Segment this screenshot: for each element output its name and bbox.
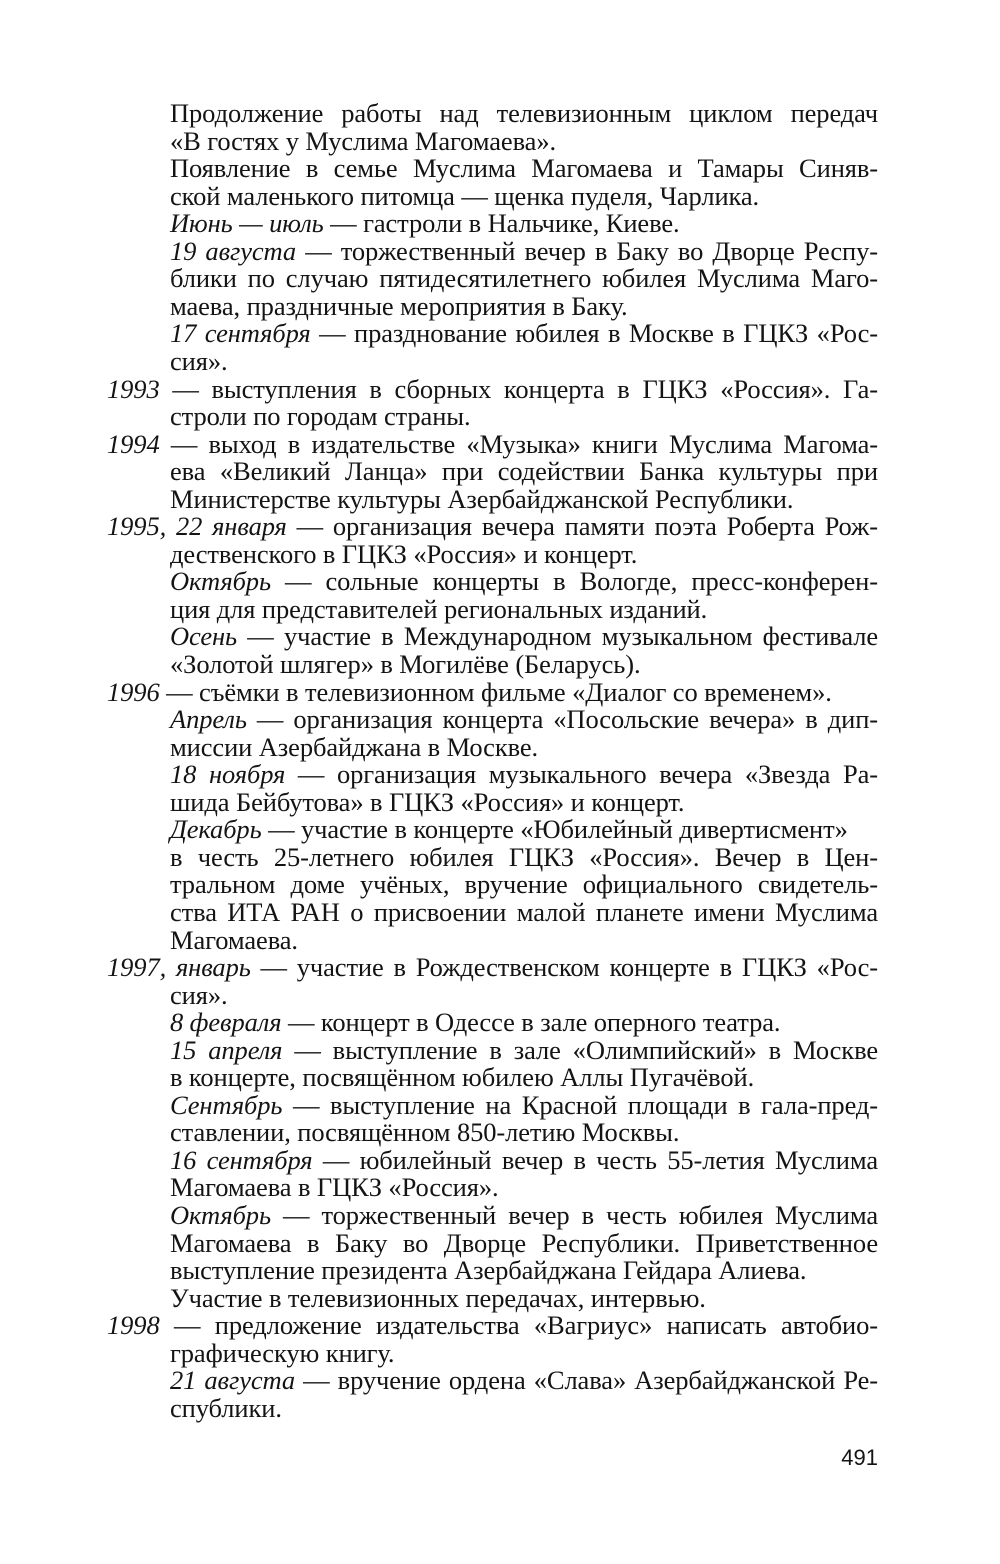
text-line bbox=[170, 734, 878, 761]
entry-text: тральном доме учёных, вручение официального свидетель- bbox=[170, 869, 878, 899]
entry-text: Магомаева в Баку во Дворце Республики. Приветственное bbox=[170, 1228, 878, 1258]
entry-text: дественского в ГЦКЗ «Россия» и концерт. bbox=[170, 539, 638, 569]
entry-text: ева «Великий Ланца» при содействии Банка культуры при bbox=[170, 456, 878, 486]
text-line bbox=[170, 541, 878, 568]
text-line bbox=[170, 1285, 878, 1312]
text-line bbox=[170, 816, 878, 843]
entry-text: Министерстве культуры Азербайджанской Республики. bbox=[170, 484, 794, 514]
year-entry-line bbox=[107, 376, 878, 403]
entry-text: — участие в Международном музыкальном фестивале bbox=[237, 621, 878, 651]
text-line bbox=[170, 128, 878, 155]
entry-text: — участие в концерте «Юбилейный дивертисмент» bbox=[261, 814, 848, 844]
entry-text: «Золотой шлягер» в Могилёве (Беларусь). bbox=[170, 649, 641, 679]
text-line bbox=[170, 623, 878, 650]
entry-text: ставлении, посвящённом 850-летию Москвы. bbox=[170, 1117, 680, 1147]
entry-text: — организация концерта «Посольские вечера» в дип- bbox=[246, 704, 878, 734]
entry-text: — вручение ордена «Слава» Азербайджанской Ре- bbox=[295, 1365, 879, 1395]
date-label: 8 февраля bbox=[170, 1007, 282, 1037]
text-line bbox=[170, 1340, 878, 1367]
text-line bbox=[170, 293, 878, 320]
date-label: Октябрь bbox=[170, 566, 271, 596]
entry-text: в концерте, посвящённом юбилею Аллы Пугачёвой. bbox=[170, 1062, 755, 1092]
text-line bbox=[170, 458, 878, 485]
entry-text: шида Бейбутова» в ГЦКЗ «Россия» и концерт. bbox=[170, 787, 685, 817]
entry-text: строли по городам страны. bbox=[170, 401, 471, 431]
text-line bbox=[170, 1092, 878, 1119]
text-line bbox=[170, 320, 878, 347]
entry-text: Магомаева. bbox=[170, 925, 298, 955]
entry-text: Участие в телевизионных передачах, интервью. bbox=[170, 1283, 706, 1313]
text-line bbox=[170, 265, 878, 292]
text-line bbox=[170, 1174, 878, 1201]
date-label: Июнь — июль bbox=[170, 208, 324, 238]
date-label: 1997, январь bbox=[107, 952, 251, 982]
text-line bbox=[170, 210, 878, 237]
date-label: 1993 bbox=[107, 374, 160, 404]
entry-text: сия». bbox=[170, 980, 228, 1010]
date-label: 19 августа bbox=[170, 236, 297, 266]
text-line bbox=[170, 982, 878, 1009]
text-line bbox=[170, 1202, 878, 1229]
entry-text: — выступления в сборных концерта в ГЦКЗ «Россия». Га- bbox=[159, 374, 878, 404]
date-label: 1994 bbox=[107, 429, 160, 459]
entry-text: — юбилейный вечер в честь 55-летия Муслима bbox=[312, 1145, 878, 1175]
text-line bbox=[170, 1230, 878, 1257]
text-line bbox=[170, 155, 878, 182]
entry-text: — организация музыкального вечера «Звезда Ра- bbox=[285, 759, 878, 789]
date-label: 16 сентября bbox=[170, 1145, 313, 1175]
text-line bbox=[170, 761, 878, 788]
entry-text: ской маленького питомца — щенка пуделя, Чарлика. bbox=[170, 181, 760, 211]
text-line bbox=[170, 1009, 878, 1036]
text-line bbox=[170, 789, 878, 816]
entry-text: — празднование юбилея в Москве в ГЦКЗ «Рос- bbox=[310, 318, 878, 348]
date-label: 15 апреля bbox=[170, 1035, 283, 1065]
entry-text: в честь 25-летнего юбилея ГЦКЗ «Россия». Вечер в Цен- bbox=[170, 842, 878, 872]
entry-text: ция для представителей региональных изданий. bbox=[170, 594, 708, 624]
page-number: 491 bbox=[841, 1445, 878, 1470]
text-line bbox=[170, 706, 878, 733]
text-line bbox=[170, 1257, 878, 1284]
entry-text: — концерт в Одессе в зале оперного театра. bbox=[281, 1007, 781, 1037]
entry-text: «В гостях у Муслима Магомаева». bbox=[170, 126, 556, 156]
entry-text: графическую книгу. bbox=[170, 1338, 395, 1368]
entry-text: Магомаева в ГЦКЗ «Россия». bbox=[170, 1172, 499, 1202]
entry-text: блики по случаю пятидесятилетнего юбилея Муслима Маго- bbox=[170, 263, 878, 293]
entry-text: — выход в издательстве «Музыка» книги Муслима Магома- bbox=[159, 429, 878, 459]
entry-text: маева, праздничные мероприятия в Баку. bbox=[170, 291, 628, 321]
text-line bbox=[170, 486, 878, 513]
entry-text: — съёмки в телевизионном фильме «Диалог со временем». bbox=[159, 677, 832, 707]
text-line bbox=[170, 1395, 878, 1422]
entry-text: — выступление в зале «Олимпийский» в Москве bbox=[282, 1035, 879, 1065]
entry-text: — организация вечера памяти поэта Роберта Рож- bbox=[286, 511, 878, 541]
text-line bbox=[170, 651, 878, 678]
entry-text: — гастроли в Нальчике, Киеве. bbox=[323, 208, 680, 238]
date-label: Осень bbox=[170, 621, 238, 651]
entry-text: миссии Азербайджана в Москве. bbox=[170, 732, 539, 762]
text-line bbox=[170, 1147, 878, 1174]
text-line bbox=[170, 1119, 878, 1146]
entry-text: — выступление на Красной площади в гала-пред- bbox=[282, 1090, 878, 1120]
date-label: 1995, 22 января bbox=[107, 511, 287, 541]
text-line bbox=[170, 403, 878, 430]
text-line bbox=[170, 927, 878, 954]
text-line bbox=[170, 348, 878, 375]
text-line bbox=[170, 844, 878, 871]
text-line bbox=[170, 871, 878, 898]
text-line bbox=[170, 899, 878, 926]
text-line bbox=[170, 596, 878, 623]
entry-text: Продолжение работы над телевизионным циклом передач bbox=[170, 98, 878, 128]
text-line bbox=[170, 100, 878, 127]
entry-text: спублики. bbox=[170, 1393, 282, 1423]
date-label: Сентябрь bbox=[170, 1090, 283, 1120]
year-entry-line bbox=[107, 679, 878, 706]
year-entry-line bbox=[107, 1312, 878, 1339]
text-line bbox=[170, 568, 878, 595]
text-line bbox=[170, 183, 878, 210]
entry-text: — сольные концерты в Вологде, пресс-конферен- bbox=[270, 566, 878, 596]
year-entry-line bbox=[107, 513, 878, 540]
entry-text: — участие в Рождественском концерте в ГЦКЗ «Рос- bbox=[250, 952, 879, 982]
entry-text: — торжественный вечер в честь юбилея Муслима bbox=[270, 1200, 878, 1230]
date-label: 1996 bbox=[107, 677, 160, 707]
text-line bbox=[170, 1367, 878, 1394]
text-line bbox=[170, 1037, 878, 1064]
date-label: Октябрь bbox=[170, 1200, 271, 1230]
date-label: 18 ноября bbox=[170, 759, 286, 789]
text-line bbox=[170, 238, 878, 265]
date-label: Декабрь bbox=[170, 814, 262, 844]
date-label: Апрель bbox=[170, 704, 247, 734]
year-entry-line bbox=[107, 431, 878, 458]
text-line bbox=[170, 1064, 878, 1091]
entry-text: Появление в семье Муслима Магомаева и Тамары Синяв- bbox=[170, 153, 878, 183]
entry-text: — торжественный вечер в Баку во Дворце Респу- bbox=[296, 236, 878, 266]
entry-text: ства ИТА РАН о присвоении малой планете имени Муслима bbox=[170, 897, 878, 927]
date-label: 21 августа bbox=[170, 1365, 296, 1395]
entry-text: сия». bbox=[170, 346, 228, 376]
year-entry-line bbox=[107, 954, 878, 981]
date-label: 17 сентября bbox=[170, 318, 311, 348]
date-label: 1998 bbox=[107, 1310, 160, 1340]
entry-text: — предложение издательства «Вагриус» написать автобио- bbox=[159, 1310, 878, 1340]
entry-text: выступление президента Азербайджана Гейдара Алиева. bbox=[170, 1255, 807, 1285]
